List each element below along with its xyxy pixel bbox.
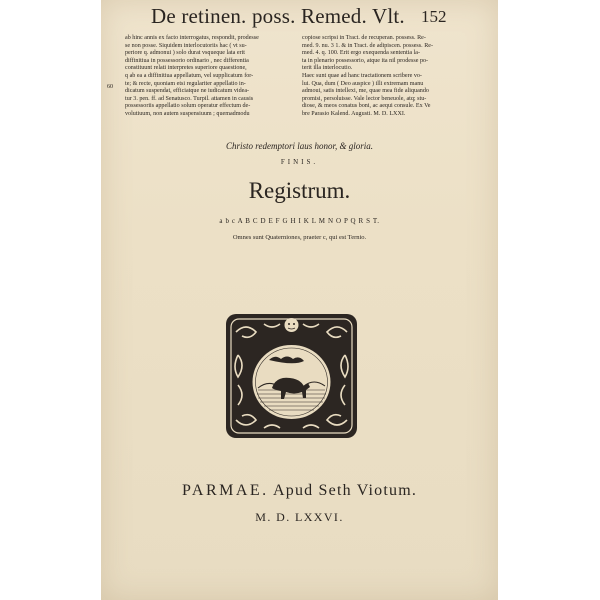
text-line: possessoriis appellatio solum operatur effectum de- [125,103,251,110]
text-line: med. 4. q. 100. Erit ergo exequenda sententia la- [302,50,421,57]
text-line: med. 9. nu. 3 1. & in Tract. de adipiscen. possess. Re- [302,42,434,49]
book-page [101,0,498,600]
text-line: diffinitiua in possessorio ordinario , nec differentia [125,57,249,64]
running-head [101,2,498,32]
text-line: admoui, satis intellexi, me, quae mea fide aliquando [302,88,429,95]
margin-number: 60 [107,84,113,90]
imprint-printer: Apud Seth Viotum. [273,482,418,499]
text-line: q ab ea a diffinitiua appellatum, vel supplicatum for- [125,72,254,79]
left-text-column [125,35,295,119]
text-line: volutiuum, non autem suspensiuum ; quemadmodu [125,110,250,117]
imprint-line [101,482,498,500]
text-line: diose, & meos conatus boni, ac aequi consule. Ex Ve [302,103,431,110]
motto: Christo redemptori laus honor, & gloria. [226,141,373,151]
text-line: Haec sunt quae ad hanc tractationem scribere vo- [302,72,422,79]
folio-number: 152 [421,7,447,26]
text-line: constituunt relati interpretes superiore quaestione, [125,65,247,72]
printers-device-engraving-icon [224,310,359,440]
text-line: bre Parasio Kalend. Augusti. M. D. LXXI. [302,110,406,117]
imprint-place: PARMAE. [181,482,269,499]
text-line: dicatum suspendat, efficiatque ne iudicatum videa- [125,88,250,95]
signature-register: a b c A B C D E F G H I K L M N O P Q R S T. [219,217,380,225]
text-line: tur 3. pen. ff. ad Senatusco. Turpil. attamen in causis [125,95,254,102]
text-line: copiose scripsi in Tract. de recuperan. possess. Re- [302,35,426,41]
running-title: De retinen. poss. Remed. Vlt. [151,4,405,28]
text-line: periore q. admonui ) solo durat vsqueque lata erit [125,50,245,57]
finis-heading: FINIS. [280,158,319,166]
text-line: ta in plenario possessorio, atque ita nil prodesse po- [302,57,429,64]
imprint-date: M. D. LXXVI. [255,510,344,524]
right-text-column [302,35,472,119]
text-line: lui. Qua, dum ( Deo auspice ) illi extremam manu [302,80,424,87]
registrum-title: Registrum. [248,178,351,203]
text-line: promisi, persoluisse. Vale lector beneuole, atq; stu- [302,95,427,102]
text-line: se non posse. Siquidem interlocutoriis hac ( vt su- [125,42,247,49]
text-line: ab hinc annis ex facto interrogatus, respondit, prodesse [125,35,259,41]
text-line: te; & recte, quoniam etsi regulariter appellatio in- [125,80,246,87]
text-line: terit illa interlocutio. [302,65,353,72]
quaternion-note: Omnes sunt Quaterniones, praeter c, qui est Ternio. [232,234,367,241]
